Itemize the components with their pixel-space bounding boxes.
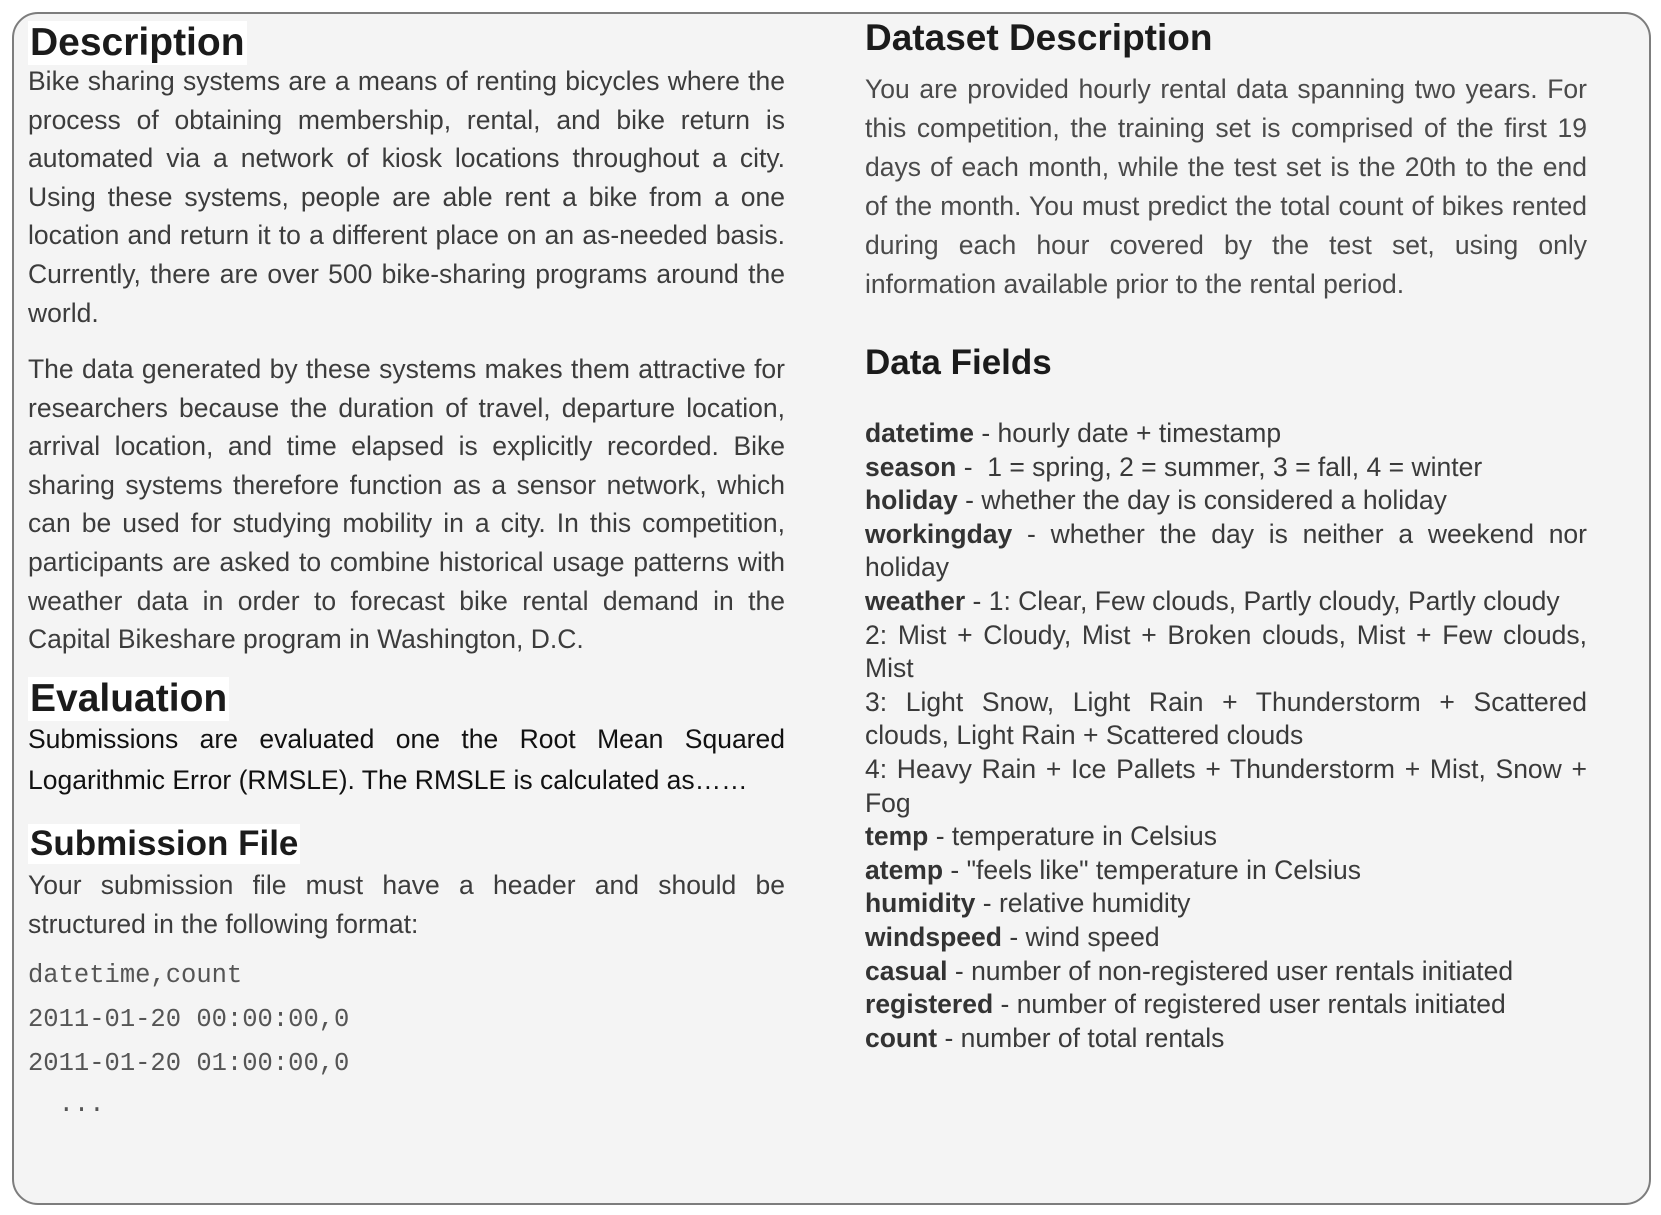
code-line: 2011-01-20 01:00:00,0	[28, 1049, 350, 1078]
data-fields-list	[865, 417, 1587, 1055]
field-humidity: humidity - relative humidity	[865, 888, 1191, 919]
document-card	[12, 12, 1651, 1205]
field-season: season - 1 = spring, 2 = summer, 3 = fall, 4 = winter	[865, 451, 1483, 482]
field-atemp: atemp - "feels like" temperature in Celsius	[865, 854, 1362, 885]
submission-code-block	[28, 954, 349, 1124]
dataset-description-text: You are provided hourly rental data spanning two years. For this competition, the training set is comprised of the first 19 days of each month, while the test set is the 20th to the end of the month. You must predict the total count of bikes rented during each hour covered by the test set, using only information available prior to the rental period.	[865, 74, 1587, 299]
field-holiday: holiday - whether the day is considered a holiday	[865, 485, 1447, 516]
data-fields-heading: Data Fields	[865, 343, 1052, 382]
field-datetime: datetime - hourly date + timestamp	[865, 418, 1282, 448]
weather-line-2: 2: Mist + Cloudy, Mist + Broken clouds, Mist + Few clouds, Mist	[865, 619, 1587, 684]
description-paragraph-2: The data generated by these systems makes them attractive for researchers because the duration of travel, departure location, arrival location, and time elapsed is explicitly recorded. Bike sharing systems therefore function as a sensor network, which can be used for studying mobility in a city. In this competition, participants are asked to combine historical usage patterns with weather data in order to forecast bike rental demand in the Capital Bikeshare program in Washington, D.C.	[28, 354, 785, 655]
evaluation-text: Submissions are evaluated one the Root Mean Squared Logarithmic Error (RMSLE). The RMSLE is calculated as……	[28, 724, 785, 795]
code-line: ...	[28, 1090, 105, 1119]
code-line: 2011-01-20 00:00:00,0	[28, 1005, 350, 1034]
field-windspeed: windspeed - wind speed	[865, 921, 1160, 952]
submission-heading: Submission File	[30, 824, 299, 863]
field-temp: temp - temperature in Celsius	[865, 821, 1217, 852]
field-count: count - number of total rentals	[865, 1022, 1225, 1053]
description-paragraph-1: Bike sharing systems are a means of renting bicycles where the process of obtaining membership, rental, and bike return is automated via a network of kiosk locations throughout a city. Using these systems, people are able rent a bike from a one location and return it to a different place on an as-needed basis. Currently, there are over 500 bike-sharing programs around the world.	[28, 66, 785, 328]
weather-line-4: 4: Heavy Rain + Ice Pallets + Thunderstorm + Mist, Snow + Fog	[865, 753, 1587, 818]
submission-text: Your submission file must have a header and should be structured in the following format:	[28, 870, 785, 939]
field-casual: casual - number of non-registered user rentals initiated	[865, 955, 1514, 986]
field-workingday: workingday - whether the day is neither a weekend nor holiday	[865, 518, 1587, 583]
weather-line-3: 3: Light Snow, Light Rain + Thunderstorm + Scattered clouds, Light Rain + Scattered clouds	[865, 686, 1587, 751]
code-line: datetime,count	[28, 961, 243, 990]
evaluation-heading: Evaluation	[30, 677, 228, 720]
dataset-description-heading: Dataset Description	[865, 17, 1213, 58]
description-heading: Description	[30, 21, 245, 64]
field-registered: registered - number of registered user rentals initiated	[865, 989, 1506, 1020]
field-weather: weather - 1: Clear, Few clouds, Partly cloudy, Partly cloudy	[865, 585, 1560, 616]
